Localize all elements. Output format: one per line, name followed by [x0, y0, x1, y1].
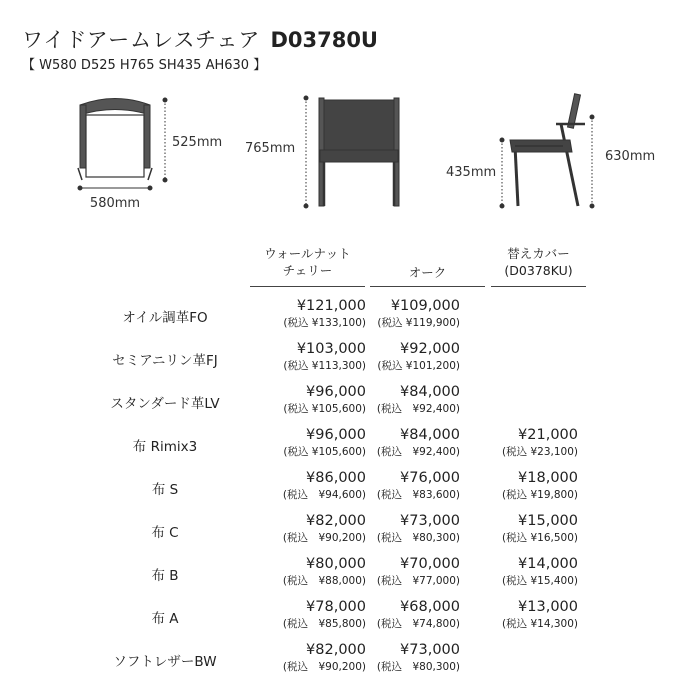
price-cell-walnut-cherry — [283, 556, 366, 588]
tax-included-price: (税込 ¥77,000) — [376, 575, 460, 587]
price-cell-oak — [377, 556, 460, 588]
depth-dimension-line — [163, 98, 167, 182]
tax-included-price: (税込 ¥19,800) — [502, 489, 578, 501]
width-dimension-line — [78, 186, 152, 190]
price: ¥86,000 — [306, 470, 366, 486]
price-cell-replacement-cover — [502, 556, 578, 588]
column-header-walnut-cherry — [250, 245, 365, 279]
table-row — [0, 599, 700, 641]
arm-height-dimension-line — [590, 115, 594, 208]
table-row — [0, 427, 700, 469]
seat-height-label: 435mm — [446, 165, 497, 180]
tax-included-price: (税込 ¥85,800) — [282, 618, 366, 630]
column-header-line: チェリー — [282, 263, 333, 278]
column-header-replacement-cover — [491, 245, 586, 279]
model-number: D03780U — [270, 28, 378, 52]
price: ¥82,000 — [306, 642, 366, 658]
tax-included-price: (税込 ¥105,600) — [283, 446, 366, 458]
tax-included-price: (税込 ¥105,600) — [283, 403, 366, 415]
price: ¥18,000 — [518, 470, 578, 486]
tax-included-price: (税込 ¥16,500) — [502, 532, 578, 544]
tax-included-price: (税込 ¥90,200) — [282, 661, 366, 673]
tax-included-price: (税込 ¥74,800) — [376, 618, 460, 630]
table-row — [0, 341, 700, 383]
row-material-label: 布 S — [151, 482, 179, 498]
price: ¥82,000 — [306, 513, 366, 529]
price: ¥109,000 — [390, 298, 460, 314]
table-row — [0, 513, 700, 555]
price-cell-walnut-cherry — [283, 384, 366, 416]
price-cell-replacement-cover — [502, 513, 578, 545]
price-cell-oak — [377, 384, 460, 416]
price: ¥73,000 — [400, 513, 460, 529]
row-material-label: 布 C — [151, 525, 179, 541]
price: ¥121,000 — [296, 298, 366, 314]
price: ¥13,000 — [518, 599, 578, 615]
chair-side-view — [510, 94, 585, 206]
price: ¥76,000 — [400, 470, 460, 486]
table-row — [0, 642, 700, 684]
row-material-label: オイル調革FO — [122, 310, 208, 326]
price-cell-oak — [377, 341, 460, 373]
depth-label: 525mm — [172, 135, 223, 150]
price-cell-walnut-cherry — [283, 427, 366, 459]
price-cell-oak — [377, 513, 460, 545]
price-cell-oak — [377, 599, 460, 631]
tax-included-price: (税込 ¥88,000) — [282, 575, 366, 587]
column-header-line: オーク — [408, 265, 447, 280]
price: ¥84,000 — [400, 427, 460, 443]
price-cell-walnut-cherry — [283, 642, 366, 674]
page-title — [22, 24, 378, 54]
tax-included-price: (税込 ¥15,400) — [502, 575, 578, 587]
tax-included-price: (税込 ¥101,200) — [377, 360, 460, 372]
price-cell-replacement-cover — [502, 427, 578, 459]
column-header-divider — [491, 286, 586, 287]
table-row — [0, 470, 700, 512]
height-dimension-line — [304, 96, 308, 208]
price: ¥80,000 — [306, 556, 366, 572]
tax-included-price: (税込 ¥80,300) — [376, 661, 460, 673]
price: ¥103,000 — [296, 341, 366, 357]
tax-included-price: (税込 ¥83,600) — [376, 489, 460, 501]
row-material-label: ソフトレザーBW — [113, 654, 217, 670]
column-header-line: ウォールナット — [264, 246, 351, 261]
row-material-label: 布 B — [151, 568, 179, 584]
height-label: 765mm — [245, 141, 296, 156]
tax-included-price: (税込 ¥94,600) — [282, 489, 366, 501]
price: ¥68,000 — [400, 599, 460, 615]
tax-included-price: (税込 ¥23,100) — [502, 446, 578, 458]
price: ¥96,000 — [306, 427, 366, 443]
price-cell-oak — [377, 642, 460, 674]
price: ¥92,000 — [400, 341, 460, 357]
tax-included-price: (税込 ¥113,300) — [283, 360, 366, 372]
tax-included-price: (税込 ¥90,200) — [282, 532, 366, 544]
price: ¥96,000 — [306, 384, 366, 400]
price: ¥70,000 — [400, 556, 460, 572]
chair-diagrams — [0, 80, 700, 220]
tax-included-price: (税込 ¥119,900) — [377, 317, 460, 329]
price-cell-walnut-cherry — [283, 513, 366, 545]
price-cell-walnut-cherry — [283, 470, 366, 502]
row-material-label: 布 A — [151, 611, 179, 627]
table-row — [0, 298, 700, 340]
column-header-line: (D0378KU) — [504, 263, 573, 278]
tax-included-price: (税込 ¥80,300) — [376, 532, 460, 544]
price-cell-walnut-cherry — [283, 298, 366, 330]
dimensions-summary: 【 W580 D525 H765 SH435 AH630 】 — [22, 58, 267, 73]
column-header-line: 替えカバー — [507, 246, 570, 261]
price: ¥21,000 — [518, 427, 578, 443]
column-header-divider — [250, 286, 365, 287]
row-material-label: スタンダード革LV — [110, 396, 220, 412]
price: ¥15,000 — [518, 513, 578, 529]
tax-included-price: (税込 ¥14,300) — [502, 618, 578, 630]
price: ¥73,000 — [400, 642, 460, 658]
tax-included-price: (税込 ¥92,400) — [376, 446, 460, 458]
tax-included-price: (税込 ¥133,100) — [283, 317, 366, 329]
price-cell-replacement-cover — [502, 599, 578, 631]
row-material-label: 布 Rimix3 — [132, 439, 198, 455]
arm-height-label: 630mm — [605, 149, 656, 164]
seat-height-dimension-line — [500, 138, 504, 208]
column-header-divider — [370, 286, 485, 287]
chair-front-view — [319, 98, 399, 206]
price-cell-oak — [377, 470, 460, 502]
price: ¥84,000 — [400, 384, 460, 400]
price-cell-oak — [377, 298, 460, 330]
price: ¥78,000 — [306, 599, 366, 615]
price: ¥14,000 — [518, 556, 578, 572]
table-row — [0, 556, 700, 598]
price-cell-replacement-cover — [502, 470, 578, 502]
chair-top-view — [78, 99, 152, 181]
row-material-label: セミアニリン革FJ — [112, 353, 218, 369]
product-name: ワイドアームレスチェア — [22, 28, 261, 52]
price-cell-walnut-cherry — [283, 599, 366, 631]
price-cell-oak — [377, 427, 460, 459]
price-cell-walnut-cherry — [283, 341, 366, 373]
column-header-oak — [370, 264, 485, 281]
tax-included-price: (税込 ¥92,400) — [376, 403, 460, 415]
width-label: 580mm — [89, 196, 141, 211]
table-row — [0, 384, 700, 426]
